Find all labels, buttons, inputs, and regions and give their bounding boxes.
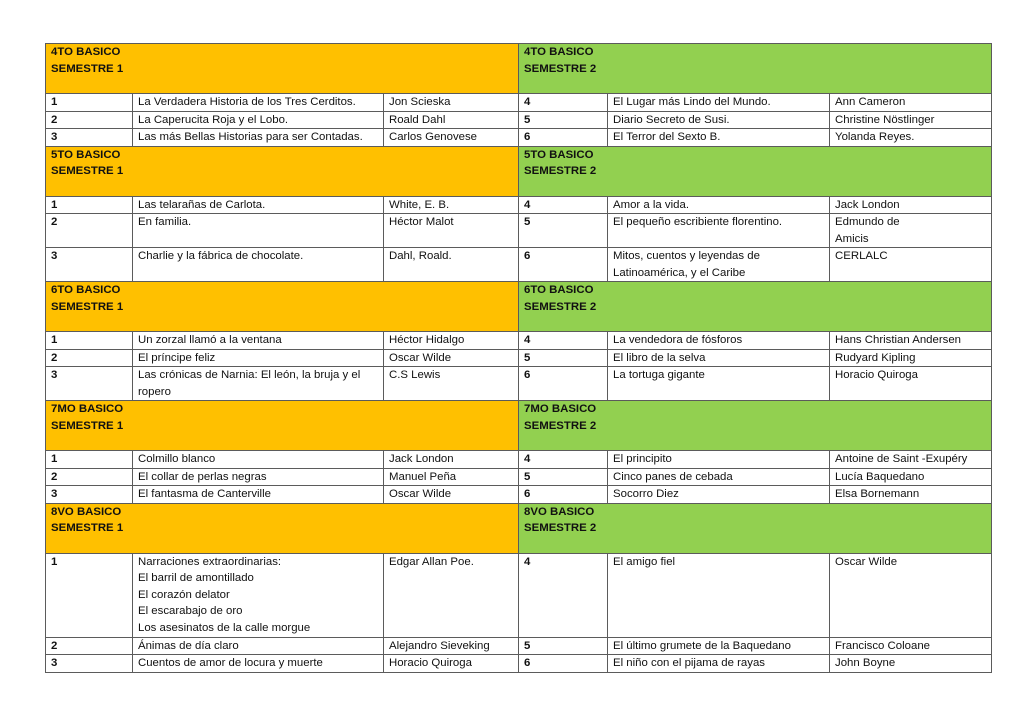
reading-list-table <box>45 43 992 673</box>
grade-label: 5TO BASICO <box>524 148 594 161</box>
book-title-line: El collar de perlas negras <box>138 470 267 483</box>
book-author-line: Hans Christian Andersen <box>835 334 962 346</box>
book-title-line: Mitos, cuentos y leyendas de <box>613 250 760 262</box>
book-title-line: Diario Secreto de Susi. <box>613 113 730 126</box>
grade-header-row <box>46 401 992 451</box>
book-title-line: El último grumete de la Baquedano <box>613 639 791 652</box>
semester-label: SEMESTRE 2 <box>524 522 597 534</box>
book-number: 6 <box>519 367 608 401</box>
book-author-cell <box>830 367 992 401</box>
book-author-line: Héctor Malot <box>389 216 454 228</box>
book-title-line: La Caperucita Roja y el Lobo. <box>138 113 289 126</box>
semester-label: SEMESTRE 2 <box>524 419 597 432</box>
grade-label: 5TO BASICO <box>51 148 121 161</box>
book-author-cell <box>830 486 992 504</box>
book-author-line: Elsa Bornemann <box>835 488 920 500</box>
book-title-cell <box>608 94 830 112</box>
book-title-cell <box>608 129 830 147</box>
book-row <box>46 367 992 401</box>
book-author-cell <box>384 248 519 282</box>
book-number: 1 <box>46 94 133 112</box>
book-title-cell <box>133 332 384 350</box>
book-author-cell <box>830 111 992 129</box>
book-author-cell <box>830 637 992 655</box>
book-author-cell <box>830 94 992 112</box>
book-title-cell <box>608 349 830 367</box>
book-title-cell <box>133 111 384 129</box>
grade-header-row <box>46 146 992 196</box>
semester-2-header <box>519 44 992 94</box>
book-title-cell <box>133 196 384 214</box>
book-title-line: Ánimas de día claro <box>138 639 239 652</box>
book-number: 3 <box>46 129 133 147</box>
book-author-cell <box>384 451 519 469</box>
book-author-line: Rudyard Kipling <box>835 351 916 364</box>
book-title-line: El barril de amontillado <box>138 572 254 584</box>
semester-2-header <box>519 146 992 196</box>
book-author-line: Amicis <box>835 232 869 245</box>
book-row <box>46 111 992 129</box>
book-number: 3 <box>46 248 133 282</box>
book-author-cell <box>830 655 992 673</box>
book-title-line: Amor a la vida. <box>613 198 689 211</box>
semester-1-header <box>46 282 519 332</box>
semester-1-header <box>46 146 519 196</box>
book-author-cell <box>830 214 992 248</box>
book-title-line: Las telarañas de Carlota. <box>138 198 266 211</box>
semester-label: SEMESTRE 1 <box>51 165 124 177</box>
book-author-cell <box>830 196 992 214</box>
book-title-cell <box>133 367 384 401</box>
book-title-line: El niño con el pijama de rayas <box>613 657 765 669</box>
book-title-cell <box>608 553 830 637</box>
book-author-line: Horacio Quiroga <box>835 369 918 381</box>
book-title-line: Colmillo blanco <box>138 453 216 465</box>
book-author-line: Edgar Allan Poe. <box>389 555 474 568</box>
semester-label: SEMESTRE 1 <box>51 300 124 313</box>
book-title-cell <box>133 129 384 147</box>
book-author-line: Jack London <box>389 453 454 465</box>
book-author-line: Christine Nöstlinger <box>835 113 935 126</box>
book-title-line: Cinco panes de cebada <box>613 470 733 483</box>
book-author-line: C.S Lewis <box>389 369 441 381</box>
book-title-line: El príncipe feliz <box>138 351 216 364</box>
book-author-cell <box>830 248 992 282</box>
book-title-line: Las crónicas de Narnia: El león, la bruja y el <box>138 369 361 381</box>
book-title-line: La tortuga gigante <box>613 369 705 381</box>
book-author-line: Oscar Wilde <box>389 351 452 364</box>
book-author-cell <box>384 468 519 486</box>
book-title-line: Los asesinatos de la calle morgue <box>138 621 311 634</box>
grade-label: 4TO BASICO <box>51 46 121 58</box>
book-title-line: La vendedora de fósforos <box>613 334 743 346</box>
book-title-line: Latinoamérica, y el Caribe <box>613 266 746 279</box>
book-author-cell <box>384 367 519 401</box>
book-author-line: White, E. B. <box>389 198 450 211</box>
book-row <box>46 655 992 673</box>
book-number: 6 <box>519 129 608 147</box>
book-author-line: Horacio Quiroga <box>389 657 472 669</box>
book-title-cell <box>608 111 830 129</box>
book-number: 5 <box>519 349 608 367</box>
book-title-cell <box>133 468 384 486</box>
book-title-cell <box>133 451 384 469</box>
book-title-line: El fantasma de Canterville <box>138 488 271 500</box>
grade-label: 8VO BASICO <box>524 505 595 518</box>
book-title-cell <box>608 196 830 214</box>
book-title-cell <box>608 332 830 350</box>
book-author-cell <box>830 451 992 469</box>
book-author-cell <box>384 214 519 248</box>
semester-2-header <box>519 401 992 451</box>
book-row <box>46 349 992 367</box>
reading-list-body <box>46 44 992 673</box>
book-title-line: Charlie y la fábrica de chocolate. <box>138 250 304 262</box>
book-title-line: La Verdadera Historia de los Tres Cerditos. <box>138 96 356 108</box>
book-author-line: Dahl, Roald. <box>389 250 452 262</box>
book-number: 4 <box>519 94 608 112</box>
book-title-cell <box>608 214 830 248</box>
book-row <box>46 129 992 147</box>
book-author-cell <box>830 468 992 486</box>
book-author-cell <box>830 332 992 350</box>
semester-2-header <box>519 503 992 553</box>
book-author-cell <box>384 94 519 112</box>
book-author-line: Alejandro Sieveking <box>389 639 490 652</box>
book-row <box>46 332 992 350</box>
book-author-cell <box>830 349 992 367</box>
book-title-cell <box>133 637 384 655</box>
semester-label: SEMESTRE 2 <box>524 62 597 75</box>
book-number: 6 <box>519 486 608 504</box>
book-title-cell <box>608 248 830 282</box>
book-author-line: Lucía Baquedano <box>835 470 925 483</box>
book-author-cell <box>384 332 519 350</box>
book-author-cell <box>384 111 519 129</box>
grade-label: 7MO BASICO <box>51 403 124 415</box>
book-number: 2 <box>46 468 133 486</box>
grade-header-row <box>46 282 992 332</box>
book-number: 1 <box>46 451 133 469</box>
book-author-cell <box>384 486 519 504</box>
book-title-line: Cuentos de amor de locura y muerte <box>138 657 323 669</box>
book-title-cell <box>133 214 384 248</box>
book-number: 6 <box>519 655 608 673</box>
book-number: 4 <box>519 332 608 350</box>
book-title-cell <box>608 637 830 655</box>
book-number: 2 <box>46 214 133 248</box>
semester-1-header <box>46 503 519 553</box>
book-author-cell <box>384 553 519 637</box>
book-author-line: Roald Dahl <box>389 113 446 126</box>
book-row <box>46 248 992 282</box>
book-title-line: El amigo fiel <box>613 555 676 568</box>
book-number: 4 <box>519 196 608 214</box>
book-title-line: Narraciones extraordinarias: <box>138 555 282 568</box>
semester-1-header <box>46 44 519 94</box>
grade-label: 7MO BASICO <box>524 403 597 415</box>
book-title-cell <box>133 349 384 367</box>
book-author-line: Carlos Genovese <box>389 131 478 143</box>
grade-label: 6TO BASICO <box>524 284 594 296</box>
book-title-cell <box>608 486 830 504</box>
semester-label: SEMESTRE 2 <box>524 165 597 177</box>
book-row <box>46 196 992 214</box>
book-author-line: Héctor Hidalgo <box>389 334 465 346</box>
book-title-line: El Lugar más Lindo del Mundo. <box>613 96 771 108</box>
book-title-cell <box>608 451 830 469</box>
book-title-line: El pequeño escribiente florentino. <box>613 216 783 228</box>
book-author-cell <box>384 349 519 367</box>
book-title-cell <box>133 486 384 504</box>
book-author-line: Francisco Coloane <box>835 639 930 652</box>
book-author-line: Jack London <box>835 198 900 211</box>
book-title-line: El principito <box>613 453 672 465</box>
book-number: 2 <box>46 111 133 129</box>
book-number: 4 <box>519 553 608 637</box>
book-title-line: El libro de la selva <box>613 351 706 364</box>
book-author-line: Ann Cameron <box>835 96 906 108</box>
book-number: 3 <box>46 367 133 401</box>
semester-label: SEMESTRE 1 <box>51 419 124 432</box>
book-number: 1 <box>46 553 133 637</box>
book-title-cell <box>133 94 384 112</box>
book-row <box>46 468 992 486</box>
book-author-line: Oscar Wilde <box>389 488 452 500</box>
book-number: 5 <box>519 111 608 129</box>
book-author-line: Edmundo de <box>835 216 900 228</box>
book-title-cell <box>608 655 830 673</box>
book-number: 1 <box>46 196 133 214</box>
book-author-line: John Boyne <box>835 657 896 669</box>
book-title-line: El escarabajo de oro <box>138 605 243 617</box>
book-title-cell <box>133 655 384 673</box>
book-author-line: Oscar Wilde <box>835 555 898 568</box>
book-title-line: Las más Bellas Historias para ser Contadas. <box>138 131 363 143</box>
book-title-line: Socorro Diez <box>613 488 679 500</box>
book-row <box>46 553 992 637</box>
book-title-cell <box>608 468 830 486</box>
book-author-line: Jon Scieska <box>389 96 451 108</box>
grade-label: 8VO BASICO <box>51 505 122 518</box>
book-number: 5 <box>519 637 608 655</box>
book-number: 3 <box>46 655 133 673</box>
grade-header-row <box>46 44 992 94</box>
book-row <box>46 214 992 248</box>
book-row <box>46 451 992 469</box>
book-author-cell <box>830 129 992 147</box>
book-author-line: Antoine de Saint -Exupéry <box>835 453 968 465</box>
book-title-cell <box>133 553 384 637</box>
book-title-line: El Terror del Sexto B. <box>613 131 721 143</box>
grade-label: 4TO BASICO <box>524 46 594 58</box>
semester-1-header <box>46 401 519 451</box>
book-row <box>46 637 992 655</box>
book-author-cell <box>384 655 519 673</box>
book-author-line: Yolanda Reyes. <box>835 131 915 143</box>
book-title-line: El corazón delator <box>138 588 230 601</box>
grade-header-row <box>46 503 992 553</box>
book-number: 1 <box>46 332 133 350</box>
book-number: 2 <box>46 349 133 367</box>
grade-label: 6TO BASICO <box>51 284 121 296</box>
book-number: 2 <box>46 637 133 655</box>
book-author-cell <box>830 553 992 637</box>
semester-2-header <box>519 282 992 332</box>
semester-label: SEMESTRE 2 <box>524 300 597 313</box>
book-author-line: Manuel Peña <box>389 470 457 483</box>
book-title-line: Un zorzal llamó a la ventana <box>138 334 282 346</box>
book-title-line: En familia. <box>138 216 192 228</box>
book-number: 3 <box>46 486 133 504</box>
book-row <box>46 94 992 112</box>
book-author-cell <box>384 637 519 655</box>
book-number: 5 <box>519 214 608 248</box>
book-author-cell <box>384 129 519 147</box>
semester-label: SEMESTRE 1 <box>51 522 124 534</box>
book-author-line: CERLALC <box>835 250 888 262</box>
book-number: 4 <box>519 451 608 469</box>
book-row <box>46 486 992 504</box>
book-title-line: ropero <box>138 385 171 398</box>
book-number: 6 <box>519 248 608 282</box>
book-title-cell <box>608 367 830 401</box>
book-number: 5 <box>519 468 608 486</box>
semester-label: SEMESTRE 1 <box>51 62 124 75</box>
book-title-cell <box>133 248 384 282</box>
book-author-cell <box>384 196 519 214</box>
